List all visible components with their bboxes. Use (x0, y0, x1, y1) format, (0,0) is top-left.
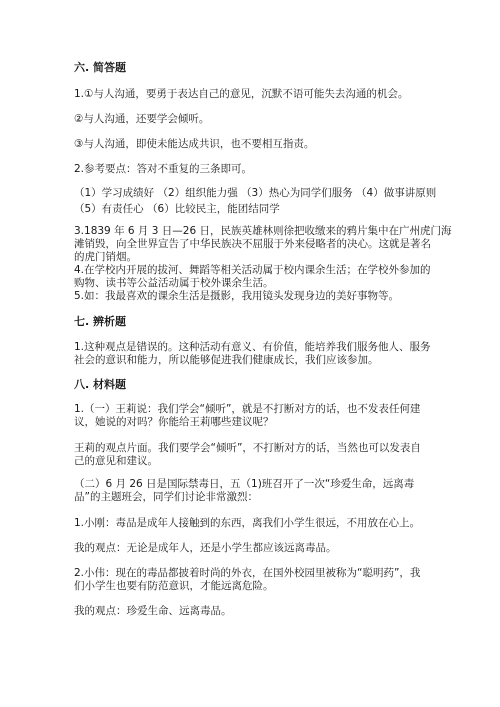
answer-text-line: 1.这种观点是错误的。这种活动有意义、有价值，能培养我们服务他人、服务 (74, 341, 431, 353)
answer-text-line: 1.①与人沟通，要勇于表达自己的意见，沉默不语可能失去沟通的机会。 (74, 88, 409, 100)
answer-text-line: 1.小刚：毒品是成年人接触到的东西，离我们小学生很远，不用放在心上。 (74, 517, 421, 529)
answer-text-line: （二）6 月 26 日是国际禁毒日，五（1)班召开了一次“珍爱生命，远离毒 (74, 478, 415, 490)
answer-text-line: 我的观点：珍爱生命、远离毒品。 (74, 605, 232, 617)
answer-text-line: 5.如：我最喜欢的课余生活是摄影，我用镜头发现身边的美好事物等。 (74, 290, 400, 302)
answer-text-line: ③与人沟通，即使未能达成共识，也不要相互指责。 (74, 138, 315, 150)
answer-text-line: 2.小伟：现在的毒品都披着时尚的外衣，在国外校园里被称为“聪明药”，我 (74, 567, 421, 579)
answer-text-line: 2.参考要点：答对不重复的三条即可。 (74, 163, 253, 175)
answer-text-line: 己的意见和建议。 (74, 455, 158, 467)
answer-text-line: 社会的意识和能力，所以能够促进我们健康成长，我们应该参加。 (74, 354, 379, 366)
section-heading-analysis: 七. 辨析题 (74, 315, 127, 328)
section-heading-short-answer: 六. 简答题 (74, 61, 127, 74)
answer-text-line: （5）有责任心 （6）比较民主，能团结同学 (74, 203, 280, 215)
answer-text-line: 滩销毁，向全世界宣告了中华民族决不屈服于外来侵略者的决心。这就是著名 (74, 238, 431, 250)
answer-text-line: （1）学习成绩好 （2）组织能力强 （3）热心为同学们服务 （4）做事讲原则 (74, 187, 437, 199)
section-heading-material: 八. 材料题 (74, 378, 127, 391)
answer-text-line: 的虎门销烟。 (74, 251, 137, 263)
answer-text-line: 们小学生也要有防范意识，才能远离危险。 (74, 580, 274, 592)
answer-text-line: 购物、读书等公益活动属于校外课余生活。 (74, 277, 274, 289)
answer-text-line: 1.（一）王莉说：我们学会“倾听”，就是不打断对方的话，也不发表任何建 (74, 403, 421, 415)
answer-text-line: 议，她说的对吗？你能给王莉哪些建议呢？ (74, 416, 274, 428)
answer-text-line: 3.1839 年 6 月 3 日—26 日，民族英雄林则徐把收缴来的鸦片集中在广州虎门海 (74, 225, 452, 237)
answer-text-line: 4.在学校内开展的拔河、舞蹈等相关活动属于校内课余生活；在学校外参加的 (74, 264, 431, 276)
answer-text-line: 我的观点：无论是成年人，还是小学生都应该远离毒品。 (74, 542, 337, 554)
answer-text-line: 王莉的观点片面。我们要学会“倾听”，不打断对方的话，当然也可以发表自 (74, 442, 421, 454)
answer-text-line: ②与人沟通，还要学会倾听。 (74, 113, 210, 125)
answer-text-line: 品”的主题班会，同学们讨论非常激烈： (74, 491, 258, 503)
